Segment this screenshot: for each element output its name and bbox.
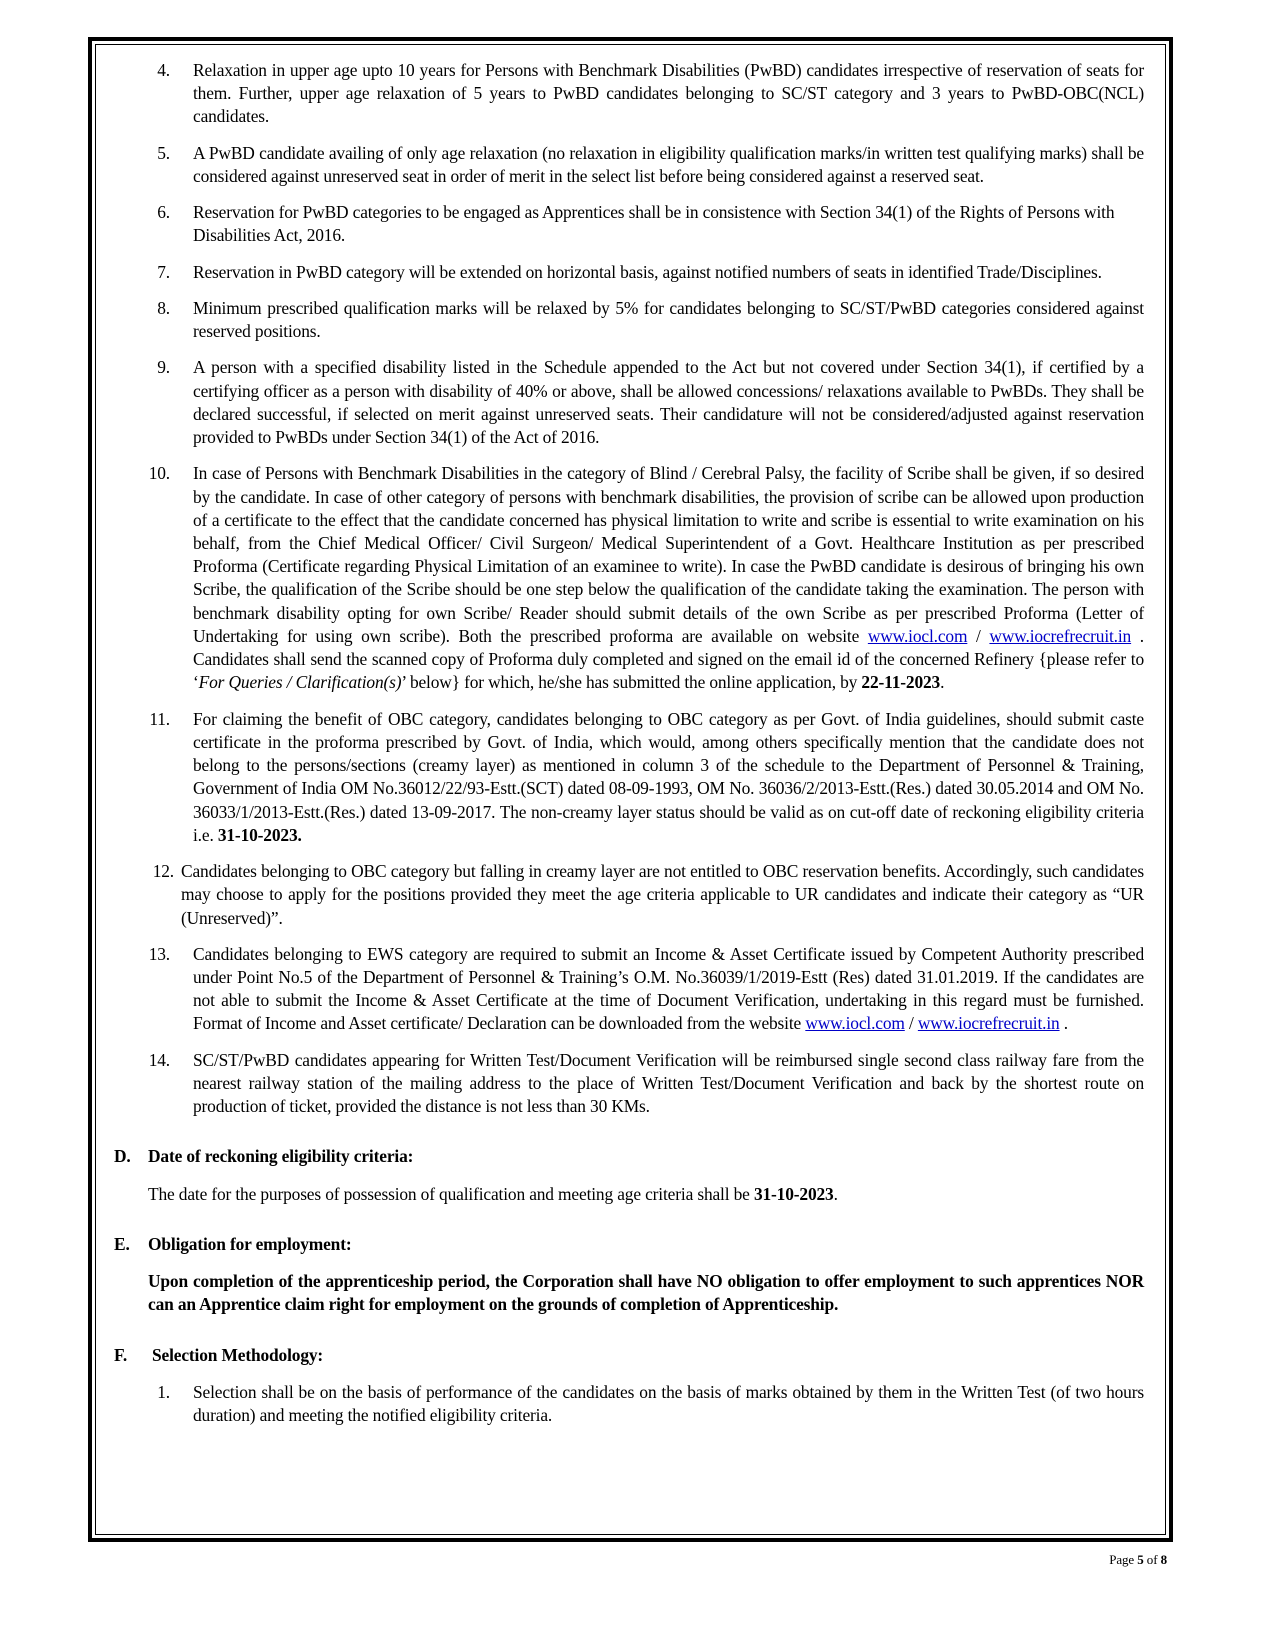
text-run: . Candidates shall send the scanned copy of Proforma duly completed and signed on the email id of the concerned Refinery {please refer to ‘ [193,625,1145,693]
italic-phrase: For Queries / Clarification(s) [198,672,402,693]
list-item-text: SC/ST/PwBD candidates appearing for Written Test/Document Verification will be reimbursed single second class railway fare from the nearest railway station of the mailing address to the place of Written Test/Document Verification and back by the shortest route on production of ticket, provided the distance is not less than 30 KMs. [193,1049,1144,1117]
section-spacer [114,1262,1144,1270]
section-letter: D. [114,1146,131,1167]
page-border-box [88,37,1173,1542]
list-item-number: 1. [157,1381,170,1402]
section-heading-f [114,1344,1144,1367]
list-item-text: A person with a specified disability listed in the Schedule appended to the Act but not covered under Section 34(1), if certified by a certifying officer as a person with disability of 40% or above, shall be allowed concessions/ relaxations available to PwBDs. They shall be declared successful, if selected on merit against unreserved seats. Their candidature will not be considered/adjusted against reservation provided to PwBDs under Section 34(1) of the Act of 2016. [193,357,1144,448]
text-run: For claiming the benefit of OBC category, candidates belonging to OBC category as per Govt. of India guidelines, should submit caste certificate in the proforma prescribed by Govt. of India, which would, among others specifically mention that the candidate does not belong to the persons/sections (creamy layer) as mentioned in column 3 of the schedule to the Department of Personnel & Training, Government of India OM No.36012/22/93-Estt.(SCT) dated 08-09-1993, OM No. 36036/2/2013-Estt.(Res.) dated 30.05.2014 and OM No. 36033/1/2013-Estt.(Res.) dated 13-09-2017. The non-creamy layer status should be valid as on cut-off date of reckoning eligibility criteria i.e. [193,708,1144,845]
text-run: ’ below} for which, he/she has submitted the online application, by [401,672,862,693]
text-run: In case of Persons with Benchmark Disabilities in the category of Blind / Cerebral Palsy, the facility of Scribe shall be given, if so desired by the candidate. In case of other category of persons with benchmark disabilities, the provision of scribe can be allowed upon production of a certificate to the effect that the candidate concerned has physical limitation to write and scribe is essential to write examination on his behalf, from the Chief Medical Officer/ Civil Surgeon/ Medical Superintendent of a Govt. Healthcare Institution as per prescribed Proforma (Certificate regarding Physical Limitation of an examinee to write). In case the PwBD candidate is desirous of bringing his own Scribe, the qualification of the Scribe should be one step below the qualification of the candidate taking the examination. The person with benchmark disability opting for own Scribe/ Reader should submit details of the own Scribe as per prescribed Proforma (Letter of Undertaking for using own scribe). Both the prescribed proforma are available on website [193,463,1144,646]
list-item [114,860,1144,930]
text-run: The date for the purposes of possession of qualification and meeting age criteria shall be [148,1183,754,1204]
section-title: Selection Methodology: [152,1344,324,1365]
link-iocl-com[interactable]: www.iocl.com [867,625,968,646]
list-item [114,1381,1144,1427]
section-letter: F. [114,1344,128,1365]
link-iocrefrecruit-in[interactable]: www.iocrefrecruit.in [989,625,1132,646]
list-item-text [193,462,1144,694]
list-item-number: 7. [157,261,170,282]
footer-page-number: 5 [1137,1552,1144,1567]
section-body-d [148,1183,1144,1206]
section-spacer [114,1330,1144,1344]
list-item-number: 13. [148,943,170,964]
section-heading-d [114,1145,1144,1168]
list-item-text [193,943,1144,1036]
list-item-text: A PwBD candidate availing of only age relaxation (no relaxation in eligibility qualification marks/in written test qualifying marks) shall be considered against unreserved seat in order of merit in the select list before being considered against a reserved seat. [193,142,1144,186]
section-spacer [114,1373,1144,1381]
text-run: . [940,672,945,693]
link-iocrefrecruit-in[interactable]: www.iocrefrecruit.in [917,1013,1060,1034]
section-spacer [114,1131,1144,1145]
list-item [114,142,1144,188]
section-heading-e [114,1233,1144,1256]
list-item [114,261,1144,284]
section-title: Date of reckoning eligibility criteria: [148,1146,414,1167]
list-item-text: Selection shall be on the basis of performance of the candidates on the basis of marks obtained by them in the Written Test (of two hours duration) and meeting the notified eligibility criteria. [193,1381,1144,1426]
list-item [114,59,1144,129]
text-run: . [1059,1013,1068,1034]
list-item-number: 8. [157,297,170,318]
list-item [114,1049,1144,1119]
footer-prefix: Page [1109,1552,1138,1567]
page-footer [88,1552,1173,1568]
list-item-text [193,708,1144,847]
list-item [114,201,1144,247]
footer-mid: of [1143,1552,1161,1567]
link-separator: / [904,1013,918,1034]
bold-date: 31-10-2023. [217,824,302,845]
list-item-text: Minimum prescribed qualification marks will be relaxed by 5% for candidates belonging to SC/ST/PwBD categories considered against reserved positions. [193,297,1144,342]
section-title: Obligation for employment: [148,1233,352,1254]
list-item [114,462,1144,694]
bold-date: 31-10-2023 [753,1183,834,1204]
list-item-number: 11. [149,708,170,729]
link-separator: / [967,625,990,646]
document-content [114,59,1144,1440]
link-iocl-com[interactable]: www.iocl.com [805,1013,905,1034]
bold-date: 22-11-2023 [861,672,941,693]
list-item-text: Candidates belonging to OBC category but falling in creamy layer are not entitled to OBC reservation benefits. Accordingly, such candidates may choose to apply for the positions provided they meet the age criteria applicable to UR candidates and indicate their category as “UR (Unreserved)”. [181,861,1144,928]
text-run: . [833,1183,838,1204]
list-item-number: 4. [157,60,170,80]
list-item-number: 14. [148,1049,170,1070]
list-item-number: 9. [157,357,170,378]
section-spacer [114,1219,1144,1233]
section-body-e: Upon completion of the apprenticeship period, the Corporation shall have NO obligation to offer employment to such apprentices NOR can an Apprentice claim right for employment on the grounds of completion of Apprenticeship. [148,1271,1144,1315]
list-item-number: 10. [148,463,170,484]
footer-page-total: 8 [1160,1552,1167,1567]
list-item [114,356,1144,449]
section-letter: E. [114,1233,130,1254]
list-item [114,708,1144,847]
section-spacer [114,1175,1144,1183]
list-item-number: 6. [157,202,170,223]
list-item-text: Relaxation in upper age upto 10 years for Persons with Benchmark Disabilities (PwBD) candidates irrespective of reservation of seats for them. Further, upper age relaxation of 5 years to PwBD candidates belonging to SC/ST category and 3 years to PwBD-OBC(NCL) candidates. [193,60,1144,127]
list-item-number: 12. [152,861,174,882]
list-item [114,297,1144,343]
list-item [114,943,1144,1036]
list-item-number: 5. [157,142,170,163]
list-item-text: Reservation in PwBD category will be extended on horizontal basis, against notified numbers of seats in identified Trade/Disciplines. [193,261,1102,282]
list-item-text: Reservation for PwBD categories to be engaged as Apprentices shall be in consistence with Section 34(1) of the Rights of Persons with Disabilities Act, 2016. [193,202,1115,246]
text-run: Candidates belonging to EWS category are required to submit an Income & Asset Certificate issued by Competent Authority prescribed under Point No.5 of the Department of Personnel & Training’s O.M. No.36039/1/2019-Estt (Res) dated 31.01.2019. If the candidates are not able to submit the Income & Asset Certificate at the time of Document Verification, undertaking in this regard must be furnished. Format of Income and Asset certificate/ Declaration can be downloaded from the website [193,943,1144,1034]
